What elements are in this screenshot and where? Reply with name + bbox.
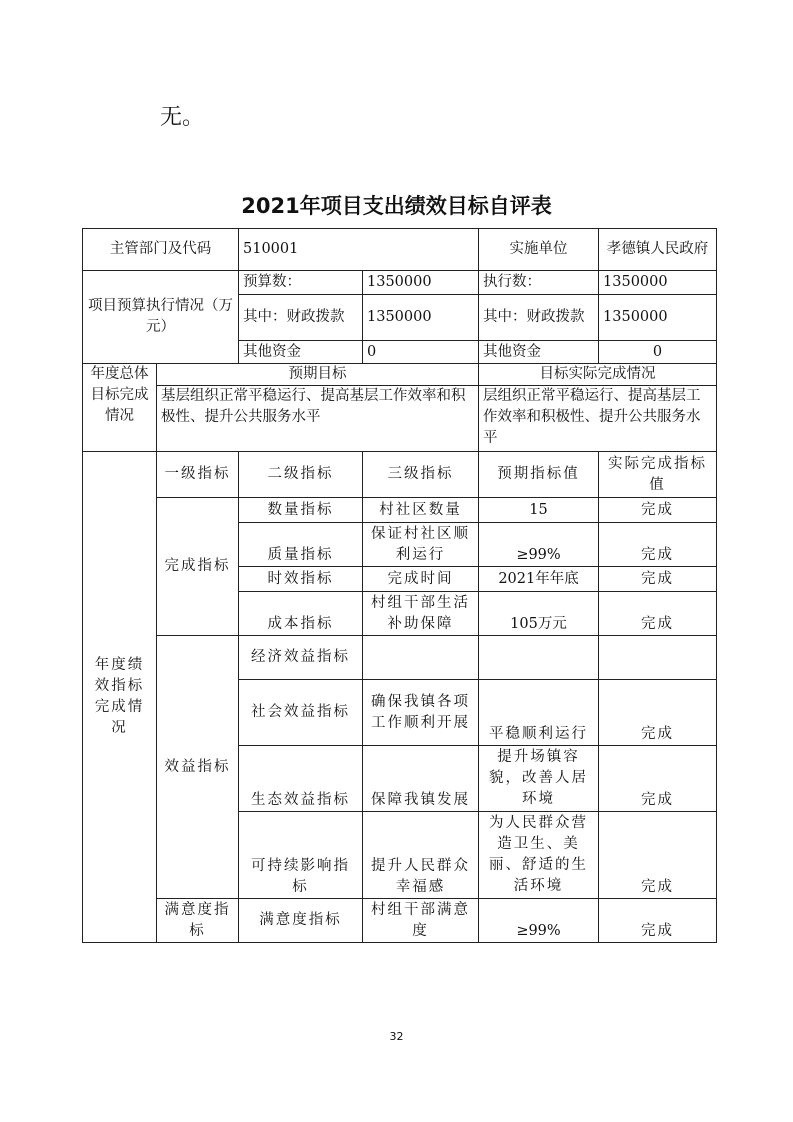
other-label: 其他资金 [239,341,363,364]
dept-label: 主管部门及代码 [83,229,239,271]
annual-goal-header-row [83,364,717,386]
annual-goal-row [83,386,717,452]
indicator-level3: 确保我镇各项工作顺利开展 [363,680,479,746]
indicator-level3: 村组干部生活补助保障 [363,592,479,636]
indicator-actual: 完成 [599,592,717,636]
fiscal-label: 其中：财政拨款 [239,295,363,341]
fiscal-budget-value: 1350000 [363,295,479,341]
lead-text: 无。 [160,105,205,130]
indicator-level3: 完成时间 [363,567,479,592]
expected-goal-header: 预期目标 [157,364,479,386]
indicator-level3: 保障我镇发展 [363,746,479,812]
expected-goal-text: 基层组织正常平稳运行、提高基层工作效率和积极性、提升公共服务水平 [157,386,479,452]
group-benefit-label: 效益指标 [157,636,239,899]
col-level1: 一级指标 [157,452,239,498]
table-row [83,498,717,523]
indicators-section-label: 年度绩效指标完成情况 [83,452,157,943]
indicator-expected: 2021年年底 [479,567,599,592]
page-number: 32 [389,1030,404,1043]
indicator-level3 [363,636,479,680]
indicator-level3: 村社区数量 [363,498,479,523]
indicator-actual: 完成 [599,812,717,899]
indicator-actual: 完成 [599,567,717,592]
indicator-level2: 可持续影响指标 [239,812,363,899]
indicator-expected: 提升场镇容貌，改善人居环境 [479,746,599,812]
group-completion-label: 完成指标 [157,498,239,636]
group-satisfaction-label: 满意度指标 [157,899,239,943]
budget-label: 项目预算执行情况（万元） [83,271,239,364]
indicator-expected: 为人民群众营造卫生、美丽、舒适的生活环境 [479,812,599,899]
page-title: 2021年项目支出绩效目标自评表 [241,194,552,218]
table-row [83,636,717,680]
annual-goal-label: 年度总体目标完成情况 [83,364,157,452]
indicator-level3: 提升人民群众幸福感 [363,812,479,899]
indicator-level2: 生态效益指标 [239,746,363,812]
actual-goal-text: 层组织正常平稳运行、提高基层工作效率和积极性、提升公共服务水平 [479,386,717,452]
exec-amount-label: 执行数： [479,271,599,295]
indicator-actual: 完成 [599,899,717,943]
indicator-level2: 时效指标 [239,567,363,592]
indicator-expected: 105万元 [479,592,599,636]
other-exec-label: 其他资金 [479,341,599,364]
indicator-header-row [83,452,717,498]
exec-amount-value: 1350000 [599,271,717,295]
impl-value: 孝德镇人民政府 [599,229,717,271]
impl-label: 实施单位 [479,229,599,271]
indicator-level2: 成本指标 [239,592,363,636]
header-row [83,229,717,271]
indicator-level2: 满意度指标 [239,899,363,943]
fiscal-exec-label: 其中：财政拨款 [479,295,599,341]
indicator-actual [599,636,717,680]
indicator-expected: 平稳顺利运行 [479,680,599,746]
indicator-expected: 15 [479,498,599,523]
indicator-actual: 完成 [599,498,717,523]
indicator-level2: 经济效益指标 [239,636,363,680]
budget-row [83,271,717,295]
dept-code: 510001 [239,229,479,271]
col-expected: 预期指标值 [479,452,599,498]
indicator-expected [479,636,599,680]
actual-goal-header: 目标实际完成情况 [479,364,717,386]
col-actual: 实际完成指标值 [599,452,717,498]
indicator-level2: 质量指标 [239,523,363,567]
other-budget-value: 0 [363,341,479,364]
col-level2: 二级指标 [239,452,363,498]
indicator-level3: 村组干部满意度 [363,899,479,943]
col-level3: 三级指标 [363,452,479,498]
indicator-level2: 数量指标 [239,498,363,523]
indicator-expected: ≥99% [479,899,599,943]
indicator-actual: 完成 [599,746,717,812]
table-row [83,899,717,943]
performance-table [82,228,717,943]
indicator-level3: 保证村社区顺利运行 [363,523,479,567]
budget-amount-label: 预算数： [239,271,363,295]
indicator-level2: 社会效益指标 [239,680,363,746]
other-exec-value: 0 [599,341,717,364]
indicator-expected: ≥99% [479,523,599,567]
budget-amount-value: 1350000 [363,271,479,295]
fiscal-exec-value: 1350000 [599,295,717,341]
indicator-actual: 完成 [599,680,717,746]
indicator-actual: 完成 [599,523,717,567]
